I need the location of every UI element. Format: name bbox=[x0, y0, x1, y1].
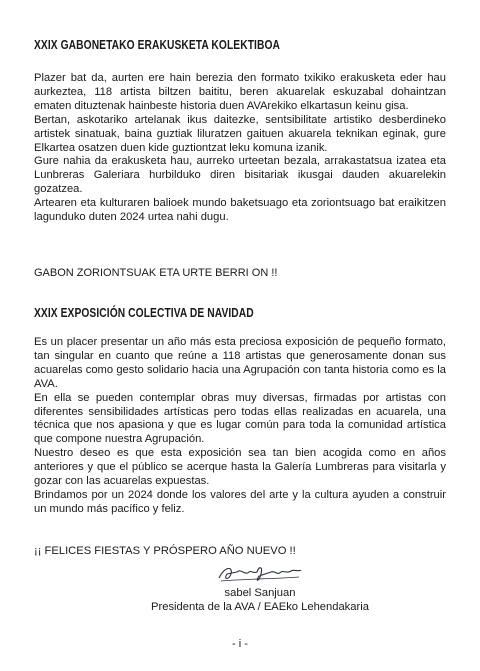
spanish-paragraph-2: En ella se pueden contemplar obras muy diversas, firmadas por artistas con diferentes sensibilidades artísticas pero todas ellas realizadas en acuarela, una técnica que nos apasiona y que es lugar común para toda la comunidad artística que compone nuestra Agrupación. bbox=[34, 391, 446, 446]
spanish-title: XXIX EXPOSICIÓN COLECTIVA DE NAVIDAD bbox=[34, 306, 254, 320]
basque-paragraph-4: Artearen eta kulturaren balioek mundo baketsuago eta zoriontsuago bat eraikitzen lagunduko duten 2024 urtea nahi dugu. bbox=[34, 197, 446, 224]
page-number: - i - bbox=[232, 638, 248, 650]
basque-greeting: GABON ZORIONTSUAK ETA URTE BERRI ON !! bbox=[34, 267, 278, 279]
basque-paragraph-2: Bertan, askotariko artelanak ikus daitezke, sentsibilitate artistiko desberdineko artistek sinatuak, baina guztiak liluratzen gaituen akuarela teknikan eginak, gure Elkartea osatzen duen kide guztiontzat leku komuna izanik. bbox=[34, 113, 446, 154]
spanish-paragraph-1: Es un placer presentar un año más esta preciosa exposición de pequeño formato, tan singular en cuanto que reúne a 118 artistas que generosamente donan sus acuarelas como gesto solidario hacia una Agrupación con tanta historia como es la AVA. bbox=[34, 336, 446, 390]
handwritten-signature bbox=[215, 560, 305, 586]
spanish-body bbox=[34, 336, 446, 517]
spanish-paragraph-3: Nuestro deseo es que esta exposición sea tan bien acogida como en años anteriores y que el público se acerque hasta la Galería Lumbreras para visitarla y gozar con las acuarelas expuestas. bbox=[34, 447, 446, 488]
basque-paragraph-1: Plazer bat da, aurten ere hain berezia den formato txikiko erakusketa eder hau aurkeztea, 118 artista biltzen baititu, beren akuarelak eskuzabal dohaintzan ematen dituztenak hainbeste historia duen AVArekiko elkartasun keinu gisa. bbox=[34, 72, 446, 112]
basque-paragraph-3: Gure nahia da erakusketa hau, aurreko urteetan bezala, arrakastatsua izatea eta Lunbreras Galeriara hurbilduko diren bisitariak ikusgai dauden akuarelekin gozatzea. bbox=[34, 155, 446, 196]
basque-body bbox=[34, 72, 446, 225]
spanish-greeting: ¡¡ FELICES FIESTAS Y PRÓSPERO AÑO NUEVO !! bbox=[34, 545, 296, 557]
signature-name: sabel Sanjuan bbox=[224, 587, 296, 599]
signature-role: Presidenta de la AVA / EAEko Lehendakaria bbox=[151, 601, 369, 613]
signature-block bbox=[110, 560, 410, 614]
spanish-paragraph-4: Brindamos por un 2024 donde los valores del arte y la cultura ayuden a construir un mundo más pacífico y feliz. bbox=[34, 488, 446, 515]
basque-title: XXIX GABONETAKO ERAKUSKETA KOLEKTIBOA bbox=[34, 38, 281, 52]
